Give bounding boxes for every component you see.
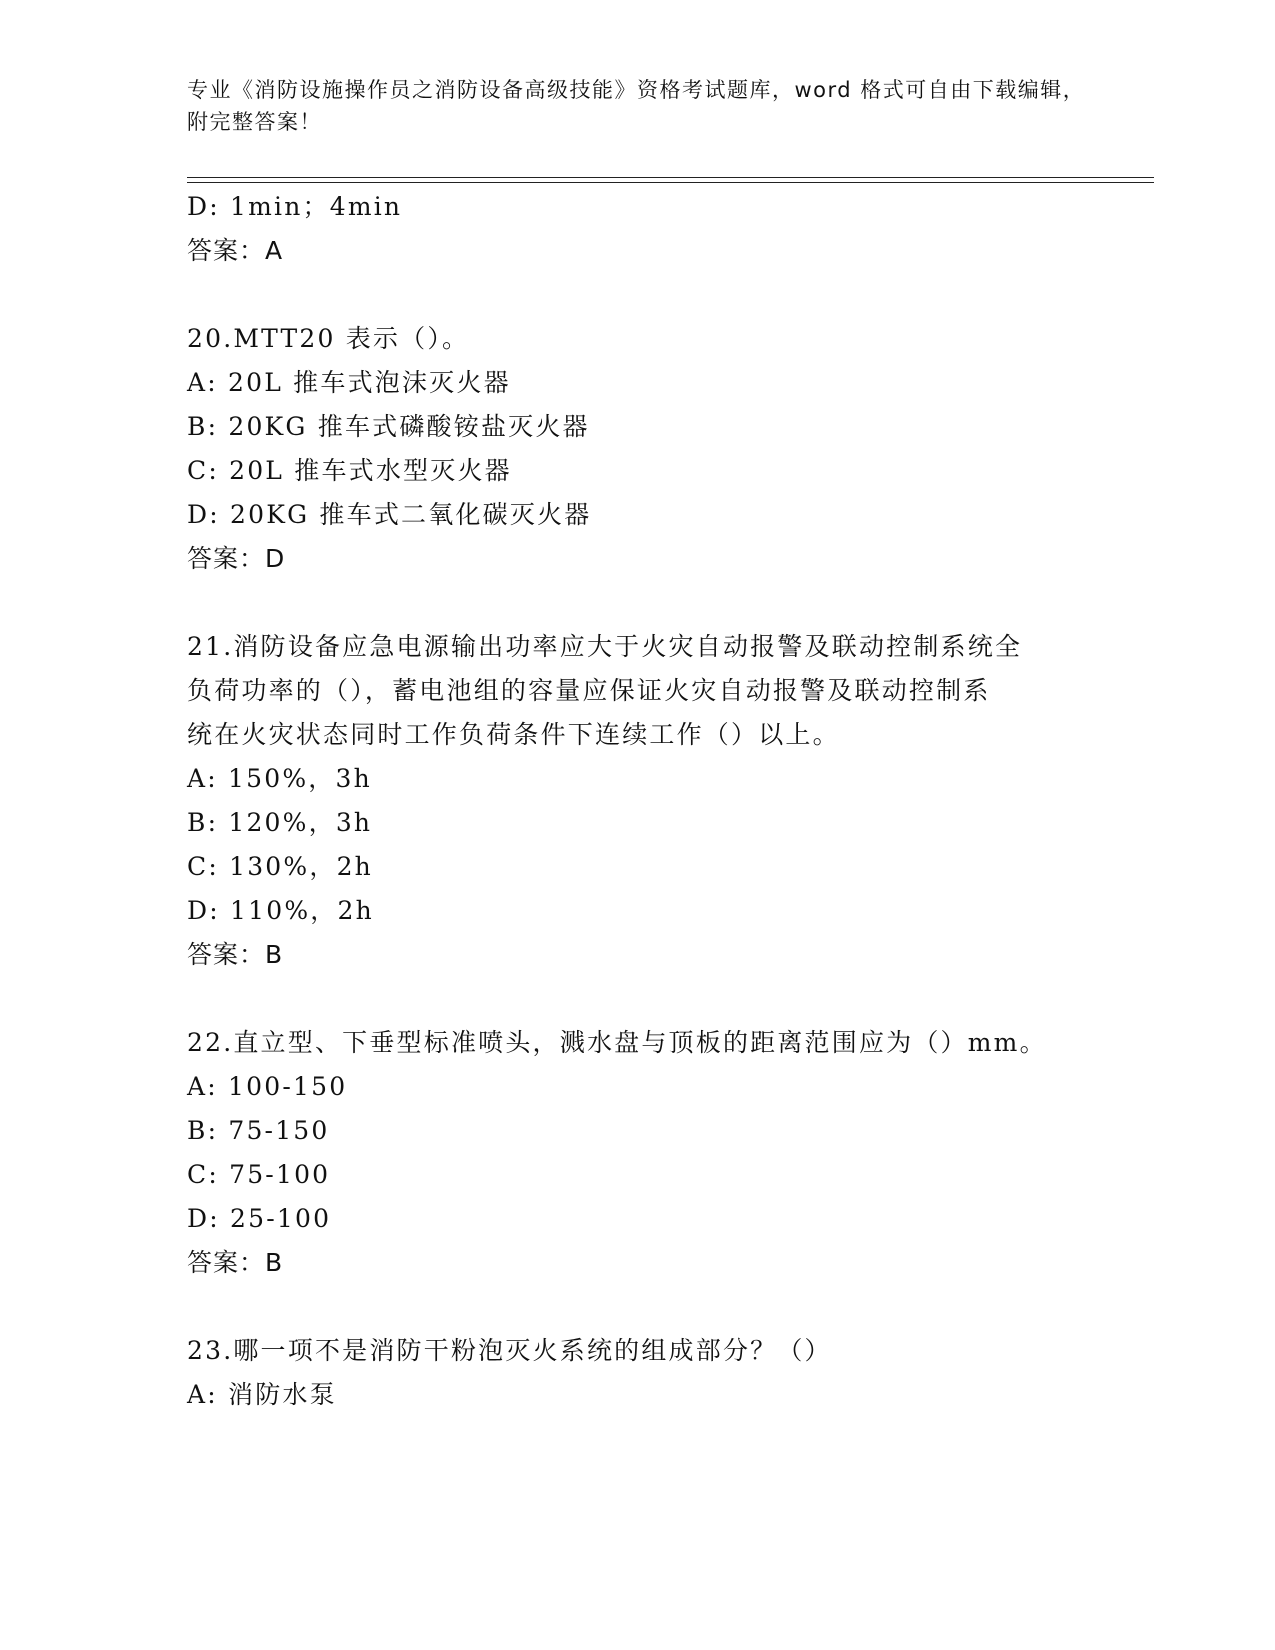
q21-option-d: D: 110%，2h (187, 896, 374, 925)
page-header: 专业《消防设施操作员之消防设备高级技能》资格考试题库，word 格式可自由下载编辑，附完整答案！ (187, 78, 1086, 134)
q20-answer: 答案：D (187, 544, 286, 573)
q21-answer: 答案：B (187, 940, 284, 969)
prev-option-d: D: 1min；4min (187, 192, 403, 221)
header-rule-bottom (187, 182, 1154, 183)
q21-option-b: B: 120%，3h (187, 808, 373, 837)
q22-option-b: B: 75-150 (187, 1116, 330, 1145)
q20-stem: 20.MTT20 表示（）。 (187, 324, 470, 353)
q20-option-b: B: 20KG 推车式磷酸铵盐灭火器 (187, 412, 590, 441)
q20-option-c: C: 20L 推车式水型灭火器 (187, 456, 512, 485)
q21-option-a: A: 150%，3h (187, 764, 372, 793)
q20-option-a: A: 20L 推车式泡沫灭火器 (187, 368, 511, 397)
header-rule-top (187, 177, 1154, 178)
q22-answer: 答案：B (187, 1248, 284, 1277)
q22-option-c: C: 75-100 (187, 1160, 331, 1189)
q22-option-a: A: 100-150 (187, 1072, 348, 1101)
prev-answer: 答案：A (187, 236, 284, 265)
q22-option-d: D: 25-100 (187, 1204, 332, 1233)
q21-option-c: C: 130%，2h (187, 852, 373, 881)
q23-stem: 23.哪一项不是消防干粉泡灭火系统的组成部分？（） (187, 1336, 832, 1365)
q22-stem: 22.直立型、下垂型标准喷头，溅水盘与顶板的距离范围应为（）mm。 (187, 1028, 1047, 1057)
q23-option-a: A: 消防水泵 (187, 1380, 337, 1409)
q20-option-d: D: 20KG 推车式二氧化碳灭火器 (187, 500, 592, 529)
q21-stem-line-2: 负荷功率的（），蓄电池组的容量应保证火灾自动报警及联动控制系 (187, 676, 991, 705)
q21-stem-line-1: 21.消防设备应急电源输出功率应大于火灾自动报警及联动控制系统全 (187, 632, 1023, 661)
q21-stem-line-3: 统在火灾状态同时工作负荷条件下连续工作（）以上。 (187, 720, 840, 749)
